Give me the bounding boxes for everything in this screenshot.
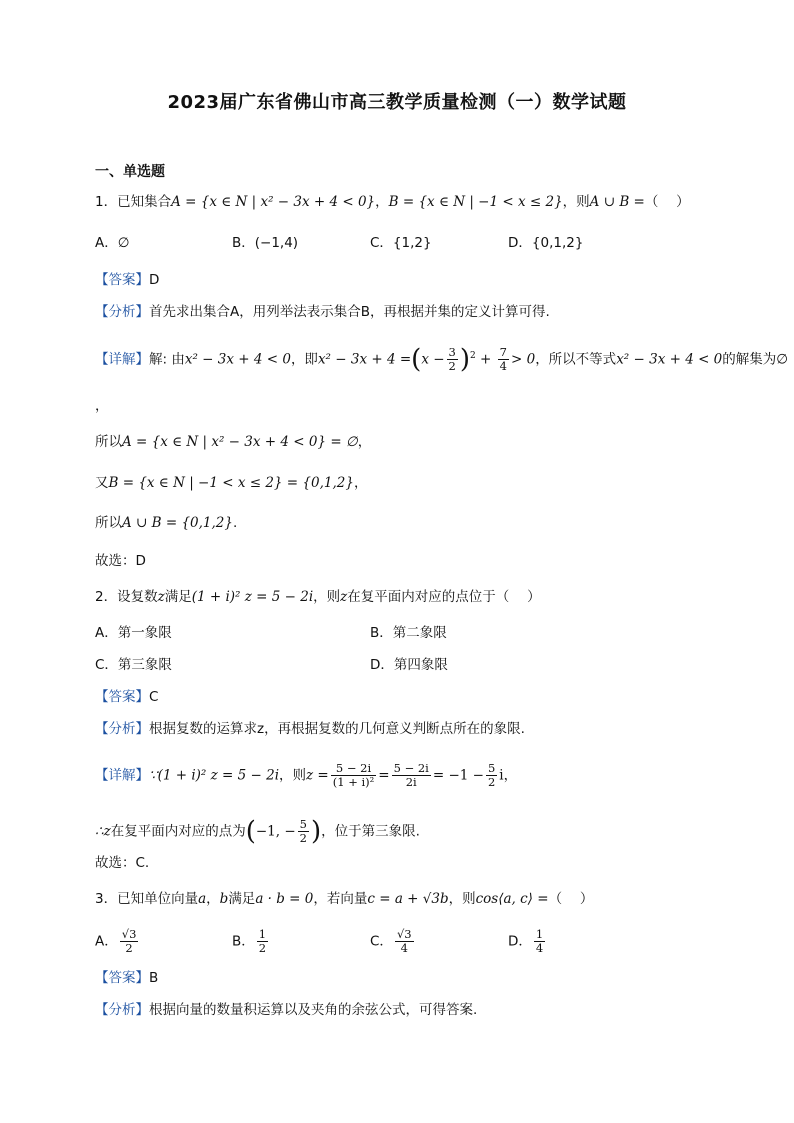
q1-detail-1d: x² − 3x + 4 =	[317, 351, 412, 368]
q2-analysis	[95, 719, 525, 739]
q1-option-d: D．{0,1,2}	[508, 235, 584, 251]
q2-detail-1e: = −1 −	[432, 767, 484, 784]
q1-detail-1f: > 0	[510, 351, 536, 368]
paren-close: )	[310, 816, 322, 847]
q1-detail-1h: x² − 3x + 4 < 0	[616, 351, 723, 368]
option-label: B．	[232, 933, 255, 950]
frac-denominator: 2	[448, 359, 456, 373]
frac-denominator: 2i	[405, 775, 417, 789]
q1-then: ，则	[562, 194, 590, 210]
q1-answer	[95, 270, 159, 290]
q1-detail-3a: 又	[95, 475, 109, 491]
q1-set-b: B = {x ∈ N | −1 < x ≤ 2}	[388, 194, 563, 210]
q3-option-a	[95, 928, 140, 955]
q1-detail-4a: 所以	[95, 515, 122, 531]
q2-stem-text: 2．设复数	[95, 589, 158, 605]
frac-numerator: 5 − 2i	[331, 762, 377, 776]
q3-option-b-frac	[257, 928, 268, 955]
q1-analysis-text: 首先求出集合A，用列举法表示集合B，再根据并集的定义计算可得.	[149, 304, 550, 320]
q2-stem-d: 在复平面内对应的点位于（ ）	[347, 589, 541, 605]
q1-detail-1c: ，即	[290, 351, 318, 368]
frac-numerator: 1	[535, 927, 544, 941]
q1-detail-line-1: 【详解】解: 由x² − 3x + 4 < 0，即x² − 3x + 4 =(x − $\frac{3}{2}$ )$^2$ + $\frac{7}{4}$ > 0，所以不等式x² − 3x + 4 < 0的解集为∅	[95, 344, 789, 375]
q2-detail-line-2	[95, 818, 420, 845]
q3-option-d	[508, 928, 547, 955]
answer-tag: 【答案】	[95, 272, 149, 288]
q1-answer-value: D	[149, 272, 160, 288]
q2-detail-2d: ，位于第三象限.	[321, 823, 420, 840]
q2-detail-2b: 在复平面内对应的点为	[110, 823, 246, 840]
q1-detail-wrap: ，	[95, 398, 109, 414]
q1-ask: A ∪ B =	[589, 194, 645, 210]
q2-choose: 故选：C.	[95, 855, 150, 871]
q3-stem-text: 3．已知单位向量	[95, 891, 199, 907]
paren-open: (	[411, 344, 422, 375]
q1-detail-1b: x² − 3x + 4 < 0	[184, 351, 291, 368]
q1-stem-text: 1．已知集合	[95, 194, 172, 210]
q1-detail-3c: ，	[353, 475, 368, 491]
q2-frac-3	[486, 762, 497, 789]
q3-stem-c: 满足	[228, 891, 256, 907]
frac-numerator: 3	[448, 345, 456, 359]
q1-frac-7-4	[498, 346, 509, 373]
q3-paren: （ ）	[548, 891, 594, 907]
q1-paren: （ ）	[644, 194, 690, 210]
q1-option-a: A．∅	[95, 235, 130, 251]
q2-detail-line-1	[95, 762, 517, 789]
q2-option-a: A．第一象限	[95, 625, 172, 641]
q1-detail-2c: ，	[357, 434, 372, 450]
option-label: D．	[508, 933, 532, 950]
q2-stem-c: ，则	[313, 589, 341, 605]
q1-detail-1i: 的解集为∅	[722, 351, 789, 368]
q3-stem-e: ，则	[448, 891, 476, 907]
q2-detail-1a: ∵(1 + i)² z = 5 − 2i	[149, 767, 280, 784]
q2-detail-1g: ，	[503, 767, 518, 784]
q2-frac-4	[298, 818, 309, 845]
frac-numerator: 5	[299, 817, 307, 831]
frac-denominator: 2	[487, 775, 496, 789]
q3-analysis	[95, 1000, 477, 1020]
analysis-tag: 【分析】	[95, 1002, 149, 1018]
q1-detail-1g: ，所以不等式	[535, 351, 617, 368]
q3-answer-value: B	[149, 970, 159, 986]
detail-tag: 【详解】	[95, 351, 149, 368]
q2-frac-2	[392, 762, 431, 789]
frac-numerator: 5	[487, 761, 496, 775]
frac-denominator: 4	[535, 941, 544, 955]
q1-frac-3-2	[447, 346, 458, 373]
q2-option-b: B．第二象限	[370, 625, 447, 641]
q2-stem	[95, 587, 541, 607]
frac-numerator: 7	[499, 345, 507, 359]
q1-detail-2a: 所以	[95, 434, 122, 450]
q1-detail-1a: 解: 由	[149, 351, 185, 368]
q2-frac-1	[331, 762, 377, 789]
frac-numerator: √3	[396, 927, 412, 941]
q1-detail-3b: B = {x ∈ N | −1 < x ≤ 2} = {0,1,2}	[108, 475, 354, 491]
q3-option-a-frac	[120, 928, 139, 955]
q1-detail-line-4	[95, 513, 237, 533]
q1-detail-4c: .	[233, 515, 238, 531]
q2-detail-2c: −1, −	[255, 823, 296, 840]
frac-numerator: 5 − 2i	[393, 761, 429, 775]
frac-denominator: (1 + i)²	[332, 775, 375, 789]
q3-vector-a: a	[198, 891, 207, 907]
q3-vector-c: c = a + √3b	[367, 891, 449, 907]
q2-z: z	[157, 589, 165, 605]
q2-stem-b: 满足	[164, 589, 192, 605]
q3-stem-b: ，	[206, 891, 220, 907]
q2-analysis-text: 根据复数的运算求z，再根据复数的几何意义判断点所在的象限.	[149, 721, 525, 737]
q3-stem-d: ，若向量	[313, 891, 368, 907]
detail-tag: 【详解】	[95, 767, 149, 784]
frac-numerator: √3	[121, 927, 137, 941]
q1-detail-2b: A = {x ∈ N | x² − 3x + 4 < 0} = ∅	[122, 434, 358, 450]
q3-option-d-frac	[534, 928, 545, 955]
q1-comma: ，	[375, 194, 389, 210]
q2-answer-value: C	[149, 689, 159, 705]
option-label: A．	[95, 933, 118, 950]
q1-detail-line-3	[95, 473, 367, 493]
q3-vector-b: b	[219, 891, 229, 907]
q3-dot: a · b = 0	[255, 891, 314, 907]
q1-stem	[95, 192, 690, 212]
q3-analysis-text: 根据向量的数量积运算以及夹角的余弦公式，可得答案.	[149, 1002, 478, 1018]
q1-detail-line-2	[95, 432, 371, 452]
answer-tag: 【答案】	[95, 970, 149, 986]
q3-stem	[95, 889, 593, 909]
q2-detail-1d: =	[378, 767, 390, 784]
paren-open: (	[245, 816, 256, 847]
q2-detail-1b: ，则	[279, 767, 307, 784]
analysis-tag: 【分析】	[95, 721, 149, 737]
q3-option-b	[232, 928, 270, 955]
frac-numerator: 1	[258, 927, 267, 941]
frac-denominator: 2	[299, 831, 307, 845]
square-exponent: 2	[470, 351, 476, 361]
q1-analysis	[95, 302, 550, 322]
q1-detail-1e: x −	[421, 351, 445, 368]
q2-answer	[95, 687, 158, 707]
q3-option-c	[370, 928, 416, 955]
q1-option-b: B．(−1,4)	[232, 235, 299, 251]
q2-equation: (1 + i)² z = 5 − 2i	[191, 589, 314, 605]
option-label: C．	[370, 933, 393, 950]
frac-denominator: 2	[258, 941, 267, 955]
q1-choose: 故选：D	[95, 553, 146, 569]
q3-option-c-frac	[395, 928, 414, 955]
frac-denominator: 2	[125, 941, 133, 955]
q1-option-c: C．{1,2}	[370, 235, 432, 251]
q2-detail-1c: z =	[306, 767, 329, 784]
page-title: 2023届广东省佛山市高三教学质量检测（一）数学试题	[167, 92, 627, 113]
section-heading: 一、单选题	[95, 164, 165, 180]
answer-tag: 【答案】	[95, 689, 149, 705]
q2-option-d: D．第四象限	[370, 657, 448, 673]
analysis-tag: 【分析】	[95, 304, 149, 320]
frac-denominator: 4	[499, 359, 507, 373]
q2-detail-2a: ∴z	[95, 823, 111, 840]
q3-cos: cos⟨a, c⟩ =	[475, 891, 549, 907]
q2-option-c: C．第三象限	[95, 657, 172, 673]
q3-answer	[95, 968, 158, 988]
q1-detail-4b: A ∪ B = {0,1,2}	[122, 515, 233, 531]
frac-denominator: 4	[400, 941, 408, 955]
q2-detail-1f: i	[499, 767, 504, 784]
q1-set-a: A = {x ∈ N | x² − 3x + 4 < 0}	[171, 194, 376, 210]
q2-z-2: z	[340, 589, 348, 605]
paren-close: )	[459, 344, 471, 375]
